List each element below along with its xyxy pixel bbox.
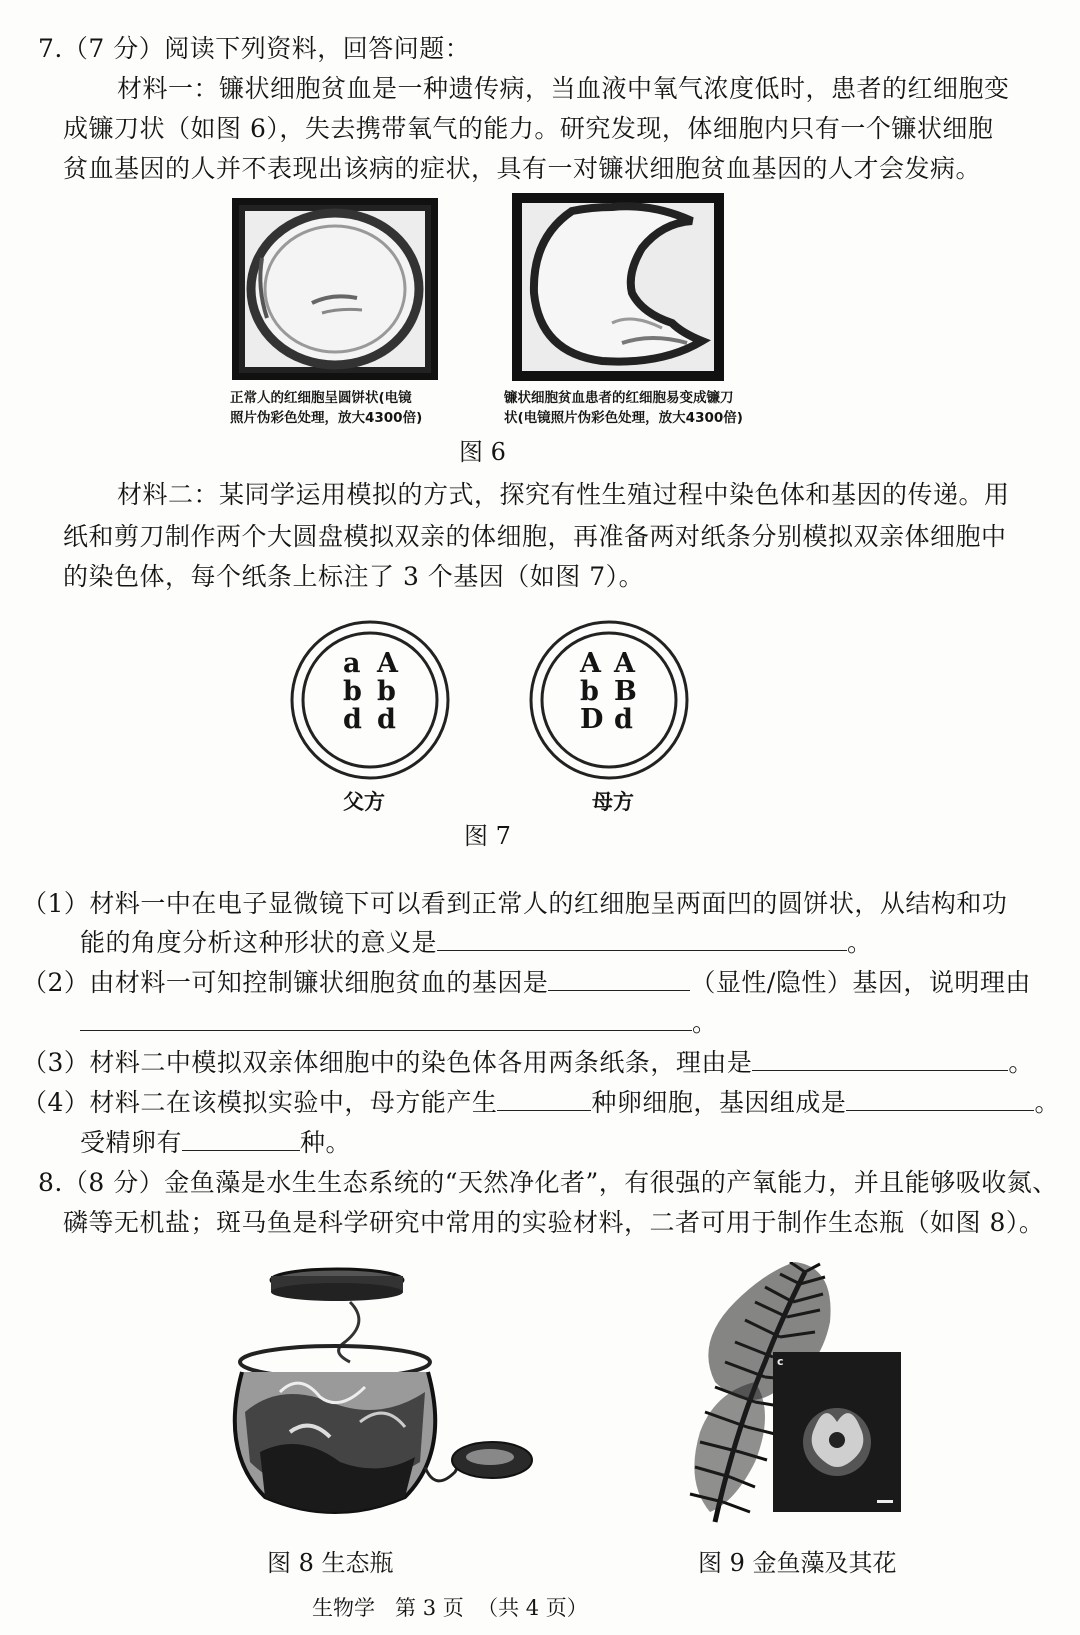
q7-material2-line2: 纸和剪刀制作两个大圆盘模拟双亲的体细胞，再准备两对纸条分别模拟双亲体细胞中 — [63, 522, 1007, 551]
q8-line1: 8.（8 分）金鱼藻是水生生态系统的“天然净化者”，有很强的产氧能力，并且能够吸收氮、 — [38, 1168, 1058, 1197]
fig6-caption-right-line1: 镰状细胞贫血患者的红细胞易变成镰刀 — [504, 390, 734, 406]
fig6-caption-right-line2: 状(电镜照片伪彩色处理，放大4300倍) — [504, 410, 743, 426]
father-gene-2-1: A — [377, 648, 398, 679]
fig9-label: 图 9 金鱼藻及其花 — [698, 1549, 897, 1577]
father-gene-1-1: a — [343, 648, 361, 679]
mother-gene-2-3: d — [614, 704, 633, 735]
q8-line2: 磷等无机盐；斑马鱼是科学研究中常用的实验材料，二者可用于制作生态瓶（如图 8）。 — [63, 1208, 1045, 1237]
answer-blank-4c[interactable] — [182, 1126, 300, 1151]
mother-cell-circle — [527, 618, 691, 782]
mother-gene-2-2: B — [614, 676, 637, 707]
answer-blank-2a[interactable] — [548, 966, 690, 991]
father-label: 父方 — [343, 790, 385, 814]
normal-red-blood-cell-image — [232, 198, 438, 380]
q7-sub1-line2: 能的角度分析这种形状的意义是 。 — [80, 928, 873, 957]
q7-material2-line3: 的染色体，每个纸条上标注了 3 个基因（如图 7）。 — [63, 562, 645, 591]
ecological-bottle-image — [220, 1262, 560, 1532]
mother-gene-1-3: D — [580, 704, 604, 735]
fig6-caption-left-line1: 正常人的红细胞呈圆饼状(电镜 — [230, 390, 412, 406]
q7-sub3: （3）材料二中模拟双亲体细胞中的染色体各用两条纸条，理由是 。 — [22, 1048, 1034, 1077]
q7-material1-line2: 成镰刀状（如图 6），失去携带氧气的能力。研究发现，体细胞内只有一个镰状细胞 — [63, 114, 994, 143]
answer-blank-3[interactable] — [752, 1046, 1008, 1071]
q7-header: 7.（7 分）阅读下列资料，回答问题： — [38, 34, 471, 63]
hornwort-plant-image — [655, 1262, 910, 1532]
fig9-inset-letter: c — [777, 1355, 784, 1368]
father-gene-2-2: b — [377, 676, 396, 707]
father-cell-circle — [288, 618, 452, 782]
fig7-label: 图 7 — [464, 822, 511, 850]
father-gene-1-3: d — [343, 704, 362, 735]
page-footer: 生物学 第 3 页 （共 4 页） — [312, 1596, 588, 1620]
q7-sub4-line2: 受精卵有 种。 — [80, 1128, 352, 1157]
mother-gene-1-2: b — [580, 676, 599, 707]
q7-material1-line3: 贫血基因的人并不表现出该病的症状，具有一对镰状细胞贫血基因的人才会发病。 — [63, 154, 982, 183]
mother-gene-1-1: A — [580, 648, 601, 679]
q7-sub1-line1: （1）材料一中在电子显微镜下可以看到正常人的红细胞呈两面凹的圆饼状，从结构和功 — [22, 889, 1008, 918]
father-gene-1-2: b — [343, 676, 362, 707]
mother-label: 母方 — [592, 790, 634, 814]
mother-gene-2-1: A — [614, 648, 635, 679]
fig6-caption-left-line2: 照片伪彩色处理，放大4300倍) — [230, 410, 423, 426]
q7-material2-line1: 材料二：某同学运用模拟的方式，探究有性生殖过程中染色体和基因的传递。用 — [117, 480, 1010, 509]
q7-sub2-line1: （2）由材料一可知控制镰状细胞贫血的基因是 （显性/隐性）基因，说明理由 — [22, 968, 1031, 997]
answer-blank-2b[interactable] — [80, 1006, 692, 1031]
fig6-label: 图 6 — [459, 438, 506, 466]
answer-blank-4b[interactable] — [846, 1086, 1034, 1111]
sickle-red-blood-cell-image — [512, 193, 724, 381]
answer-blank-4a[interactable] — [497, 1086, 591, 1111]
father-gene-2-3: d — [377, 704, 396, 735]
q7-sub2-line2: 。 — [80, 1004, 718, 1042]
answer-blank-1[interactable] — [437, 926, 847, 951]
fig8-label: 图 8 生态瓶 — [267, 1549, 394, 1577]
q7-material1-line1: 材料一：镰状细胞贫血是一种遗传病，当血液中氧气浓度低时，患者的红细胞变 — [117, 74, 1010, 103]
q7-sub4-line1: （4）材料二在该模拟实验中，母方能产生 种卵细胞，基因组成是 。 — [22, 1088, 1060, 1117]
